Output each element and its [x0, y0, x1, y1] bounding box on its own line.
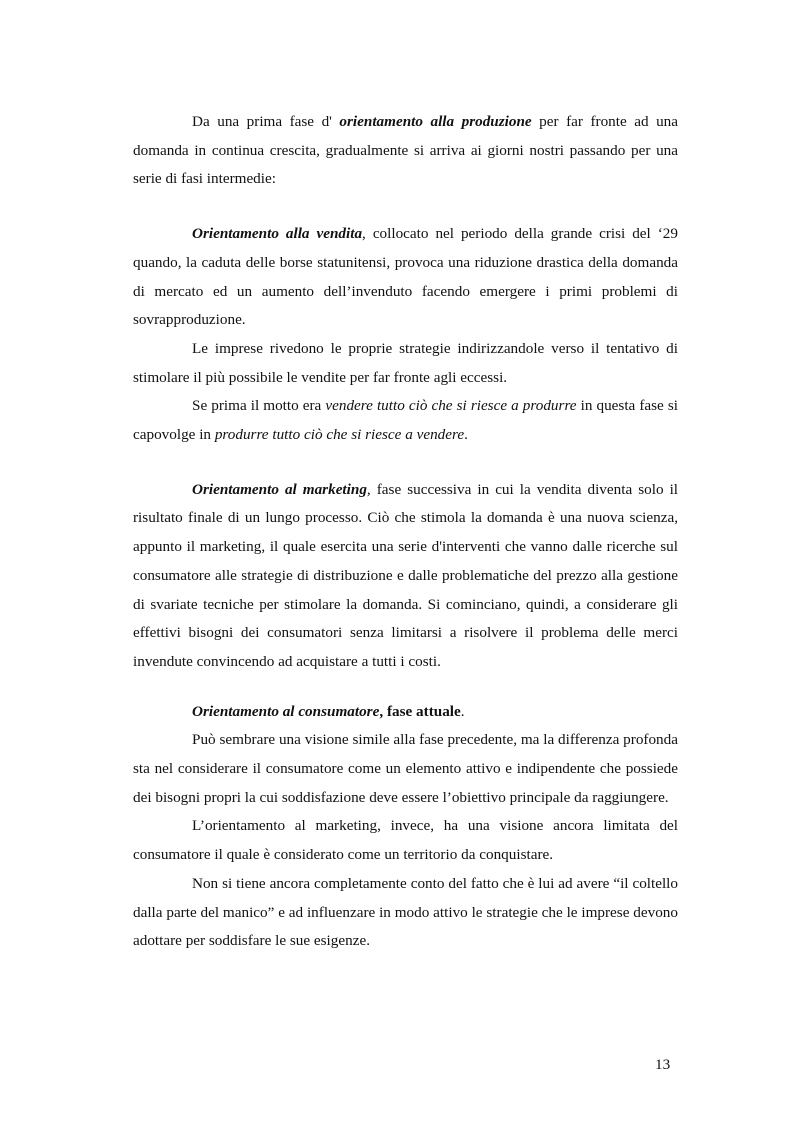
heading-orientamento-vendita: Orientamento alla vendita — [192, 225, 363, 243]
paragraph-orientamento-marketing: L’orientamento al marketing, invece, ha una visione ancora limitata del consumatore il quale è considerato come un territorio da conquistare. — [133, 817, 678, 864]
paragraph-intro: Da una prima fase d' orientamento alla produzione per far fronte ad una domanda in continua crescita, gradualmente si arriva ai giorni nostri passando per una serie di fasi intermedie: — [133, 113, 679, 188]
motto-produrre: produrre tutto ciò che si riesce a vendere — [214, 426, 465, 444]
heading-orientamento-consumatore: Orientamento al consumatore — [192, 702, 380, 720]
paragraph-vendita: Orientamento alla vendita, collocato nel periodo della grande crisi del ‘29 quando, la caduta delle borse statunitensi, provoca una riduzione drastica della domanda di mercato ed un aumento dell’invenduto facendo emergere i primi problemi di sovrapproduzione. — [133, 225, 678, 329]
paragraph-motto: Se prima il motto era vendere tutto ciò che si riesce a produrre in questa fase si capovolge in produrre tutto ciò che si riesce a vendere. — [133, 397, 678, 444]
paragraph-coltello: Non si tiene ancora completamente conto del fatto che è lui ad avere “il coltello dalla parte del manico” e ad influenzare in modo attivo le strategie che le imprese devono adottare per soddisfare le sue esigenze. — [133, 874, 678, 950]
document-body — [133, 108, 678, 956]
motto-vendere: vendere tutto ciò che si riesce a produrre — [325, 397, 577, 415]
paragraph-visione: Può sembrare una visione simile alla fase precedente, ma la differenza profonda sta nel considerare il consumatore come un elemento attivo e indipendente che possiede dei bisogni propri la cui soddisfazione deve essere l’obiettivo principale da raggiungere. — [133, 731, 678, 806]
term-orientamento-produzione: orientamento alla produzione — [339, 113, 532, 130]
paragraph-consumatore-heading: Orientamento al consumatore, fase attuale. — [192, 702, 465, 720]
page-number: 13 — [655, 1056, 671, 1073]
paragraph-marketing: Orientamento al marketing, fase successiva in cui la vendita diventa solo il risultato finale di un lungo processo. Ciò che stimola la domanda è una nuova scienza, appunto il marketing, il quale esercita una serie d'interventi che vanno dalle ricerche sul consumatore alle strategie di distribuzione e dalle problematiche del prezzo alla gestione di svariate tecniche per stimolare la domanda. Si cominciano, quindi, a considerare gli effettivi bisogni dei consumatori senza limitarsi a risolvere il problema delle merci invendute convincendo ad acquistare a tutti i costi. — [133, 480, 679, 670]
heading-orientamento-marketing: Orientamento al marketing — [192, 480, 367, 498]
paragraph-imprese: Le imprese rivedono le proprie strategie indirizzandole verso il tentativo di stimolare il più possibile le vendite per far fronte agli eccessi. — [133, 339, 678, 386]
